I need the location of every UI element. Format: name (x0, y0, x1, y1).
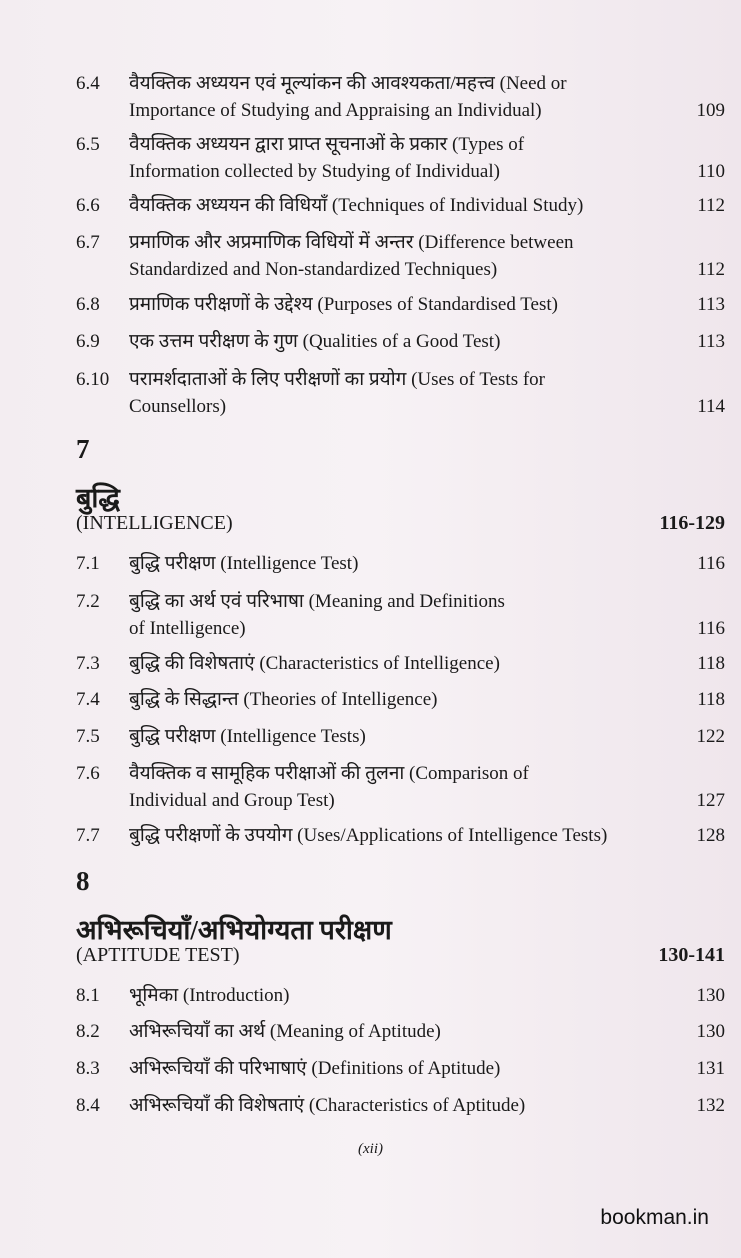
entry-page: 112 (697, 259, 725, 280)
entry-title: बुद्धि परीक्षण (Intelligence Tests) (129, 726, 366, 747)
entry-number: 7.5 (76, 726, 100, 747)
entry-page: 131 (696, 1058, 725, 1079)
entry-title: एक उत्तम परीक्षण के गुण (Qualities of a Good Test) (129, 331, 501, 352)
entry-title: अभिरूचियाँ की परिभाषाएं (Definitions of Aptitude) (129, 1058, 501, 1079)
entry-page: 132 (696, 1095, 725, 1116)
entry-title: वैयक्तिक अध्ययन एवं मूल्यांकन की आवश्यकता/महत्त्व (Need or Importance of Studying and Appraising an Individual) (129, 73, 567, 121)
entry-title: भूमिका (Introduction) (129, 985, 290, 1006)
entry-page: 113 (697, 331, 725, 352)
entry-title: बुद्धि परीक्षणों के उपयोग (Uses/Applications of Intelligence Tests) (129, 825, 608, 846)
chapter-title: बुद्धि (76, 483, 120, 513)
entry-page: 128 (696, 825, 725, 846)
entry-title: वैयक्तिक व सामूहिक परीक्षाओं की तुलना (Comparison of Individual and Group Test) (129, 763, 529, 811)
entry-title: प्रमाणिक परीक्षणों के उद्देश्य (Purposes of Standardised Test) (129, 294, 558, 315)
entry-number: 6.4 (76, 73, 100, 94)
entry-page: 127 (696, 790, 725, 811)
entry-number: 6.10 (76, 369, 110, 390)
chapter-title-english: (INTELLIGENCE) (76, 512, 233, 534)
entry-number: 6.7 (76, 232, 100, 253)
entry-page: 130 (696, 1021, 725, 1042)
chapter-number: 7 (76, 434, 90, 464)
entry-title: वैयक्तिक अध्ययन की विधियाँ (Techniques of Individual Study) (129, 195, 584, 216)
entry-page: 122 (696, 726, 725, 747)
entry-title: प्रमाणिक और अप्रमाणिक विधियों में अन्तर (Difference between Standardized and Non-standardized Techniques) (129, 232, 574, 280)
entry-title: बुद्धि परीक्षण (Intelligence Test) (129, 553, 359, 574)
chapter-title-english: (APTITUDE TEST) (76, 944, 240, 966)
entry-title: बुद्धि का अर्थ एवं परिभाषा (Meaning and Definitions of Intelligence) (129, 591, 505, 639)
entry-page: 116 (697, 553, 725, 574)
entry-page: 130 (696, 985, 725, 1006)
chapter-page-range: 130-141 (658, 944, 725, 966)
entry-page: 113 (697, 294, 725, 315)
entry-number: 7.1 (76, 553, 100, 574)
chapter-number: 8 (76, 866, 90, 896)
entry-page: 118 (697, 653, 725, 674)
entry-number: 7.6 (76, 763, 100, 784)
entry-number: 8.2 (76, 1021, 100, 1042)
entry-title: अभिरूचियाँ का अर्थ (Meaning of Aptitude) (129, 1021, 441, 1042)
entry-number: 6.5 (76, 134, 100, 155)
roman-page-number: (xii) (358, 1141, 383, 1157)
entry-number: 8.1 (76, 985, 100, 1006)
entry-title: परामर्शदाताओं के लिए परीक्षणों का प्रयोग (Uses of Tests for Counsellors) (129, 369, 546, 417)
entry-title: वैयक्तिक अध्ययन द्वारा प्राप्त सूचनाओं के प्रकार (Types of Information collected by Studying of Individual) (129, 134, 525, 182)
entry-title: बुद्धि के सिद्धान्त (Theories of Intelligence) (129, 689, 438, 710)
entry-number: 7.3 (76, 653, 100, 674)
entry-page: 112 (697, 195, 725, 216)
entry-page: 114 (697, 396, 725, 417)
watermark-brand: bookman.in (600, 1206, 709, 1229)
entry-number: 7.4 (76, 689, 100, 710)
entry-number: 7.2 (76, 591, 100, 612)
entry-title: बुद्धि की विशेषताएं (Characteristics of Intelligence) (129, 653, 500, 674)
entry-number: 8.3 (76, 1058, 100, 1079)
entry-number: 8.4 (76, 1095, 100, 1116)
entry-number: 6.6 (76, 195, 100, 216)
chapter-title: अभिरूचियाँ/अभियोग्यता परीक्षण (76, 915, 392, 945)
entry-number: 6.8 (76, 294, 100, 315)
entry-title: अभिरूचियाँ की विशेषताएं (Characteristics of Aptitude) (129, 1095, 526, 1116)
entry-number: 6.9 (76, 331, 100, 352)
entry-number: 7.7 (76, 825, 100, 846)
entry-page: 110 (697, 161, 725, 182)
entry-page: 116 (697, 618, 725, 639)
entry-page: 109 (696, 100, 725, 121)
chapter-page-range: 116-129 (659, 512, 725, 534)
entry-page: 118 (697, 689, 725, 710)
